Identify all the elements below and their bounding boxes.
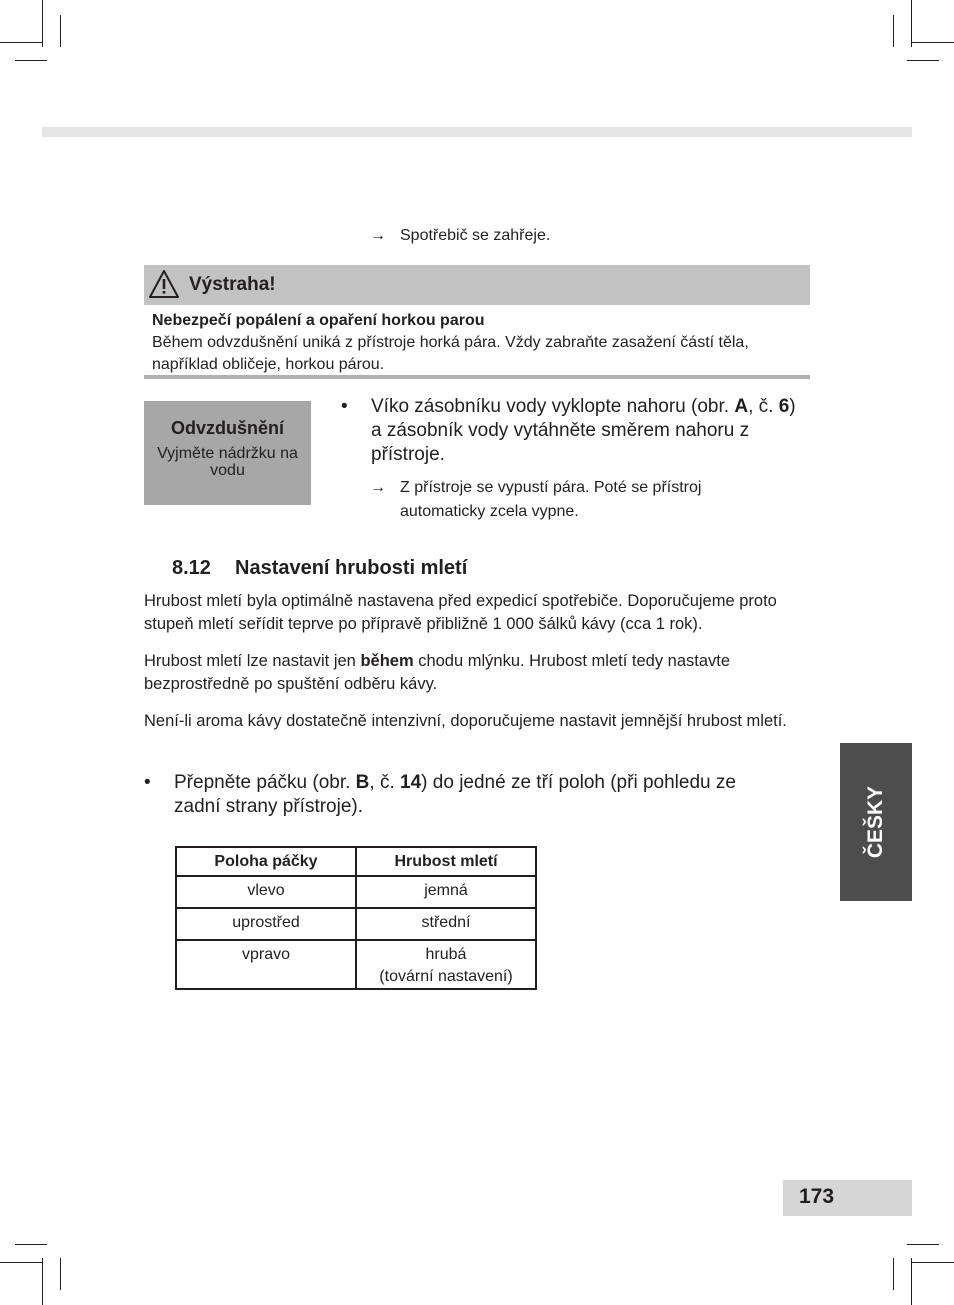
table-header: Poloha páčky xyxy=(176,847,356,876)
result-line xyxy=(370,225,550,247)
crop-mark xyxy=(912,1262,954,1263)
display-title: Odvzdušnění xyxy=(170,418,284,438)
page-number-box xyxy=(783,1180,912,1216)
bullet: • xyxy=(341,396,348,417)
crop-mark xyxy=(893,15,894,47)
paragraph: Hrubost mletí byla optimálně nastavena před expedicí spotřebiče. Doporučujeme proto stupeň mletí seřídit teprve po přípravě přibližně 1 000 šálků kávy (cca 1 rok). xyxy=(144,592,777,633)
table-cell: uprostřed xyxy=(176,908,356,940)
result-line xyxy=(370,476,790,524)
arrow-icon: → xyxy=(370,227,386,244)
warning-text: Během odvzdušnění uniká z přístroje horká pára. Vždy zabraňte zasažení částí těla, například obličeje, horkou párou. xyxy=(152,334,749,373)
table-cell: jemná xyxy=(356,876,536,908)
crop-mark xyxy=(42,0,43,47)
result-text: Z přístroje se vypustí pára. Poté se přístroj automaticky zcela vypne. xyxy=(400,479,702,520)
table-cell: vlevo xyxy=(176,876,356,908)
warning-header xyxy=(144,265,810,305)
table-header-row xyxy=(176,847,536,876)
page-number: 173 xyxy=(799,1185,835,1208)
table-cell: vpravo xyxy=(176,940,356,989)
crop-mark xyxy=(15,1244,47,1245)
crop-mark xyxy=(0,42,42,43)
section-title: Nastavení hrubosti mletí xyxy=(235,557,468,579)
crop-mark xyxy=(42,1258,43,1305)
result-text: Spotřebič se zahřeje. xyxy=(400,227,551,244)
warning-title: Výstraha! xyxy=(189,274,276,295)
table-cell: hrubá (tovární nastavení) xyxy=(356,940,536,989)
paragraph: Není-li aroma kávy dostatečně intenzivní, doporučujeme nastavit jemnější hrubost mletí. xyxy=(144,712,787,730)
table-row xyxy=(176,908,536,940)
crop-mark xyxy=(60,15,61,47)
crop-mark xyxy=(911,1258,912,1305)
table-cell-note: (tovární nastavení) xyxy=(379,968,513,985)
warning-divider xyxy=(144,375,810,379)
header-band xyxy=(42,127,912,137)
crop-mark xyxy=(911,0,912,47)
table-row xyxy=(176,940,536,989)
display-message xyxy=(144,401,311,505)
table-cell: střední xyxy=(356,908,536,940)
grind-table xyxy=(175,846,537,990)
section-number: 8.12 xyxy=(172,557,211,579)
warning-heading: Nebezpečí popálení a opaření horkou parou xyxy=(152,312,485,329)
language-label: ČEŠKY xyxy=(864,785,887,859)
instruction-text: Přepněte páčku (obr. B, č. 14) do jedné ze tří poloh (při pohledu ze zadní strany přístroje). xyxy=(174,772,736,817)
arrow-icon: → xyxy=(370,479,386,496)
warning-body xyxy=(152,310,802,376)
crop-mark xyxy=(912,42,954,43)
instruction-text: Víko zásobníku vody vyklopte nahoru (obr. A, č. 6) a zásobník vody vytáhněte směrem nahoru z přístroje. xyxy=(371,396,796,465)
bullet: • xyxy=(144,772,151,793)
crop-mark xyxy=(15,60,47,61)
table-row xyxy=(176,876,536,908)
crop-mark xyxy=(60,1258,61,1290)
crop-mark xyxy=(0,1262,42,1263)
display-subtitle: Vyjměte nádržku na vodu xyxy=(157,445,298,479)
section-heading xyxy=(172,557,467,580)
crop-mark xyxy=(893,1258,894,1290)
language-tab xyxy=(840,743,912,901)
crop-mark xyxy=(907,60,939,61)
warning-icon xyxy=(148,269,180,299)
table-header: Hrubost mletí xyxy=(356,847,536,876)
crop-mark xyxy=(907,1244,939,1245)
paragraph: Hrubost mletí lze nastavit jen během chodu mlýnku. Hrubost mletí tedy nastavte bezprostředně po spuštění odběru kávy. xyxy=(144,652,731,693)
